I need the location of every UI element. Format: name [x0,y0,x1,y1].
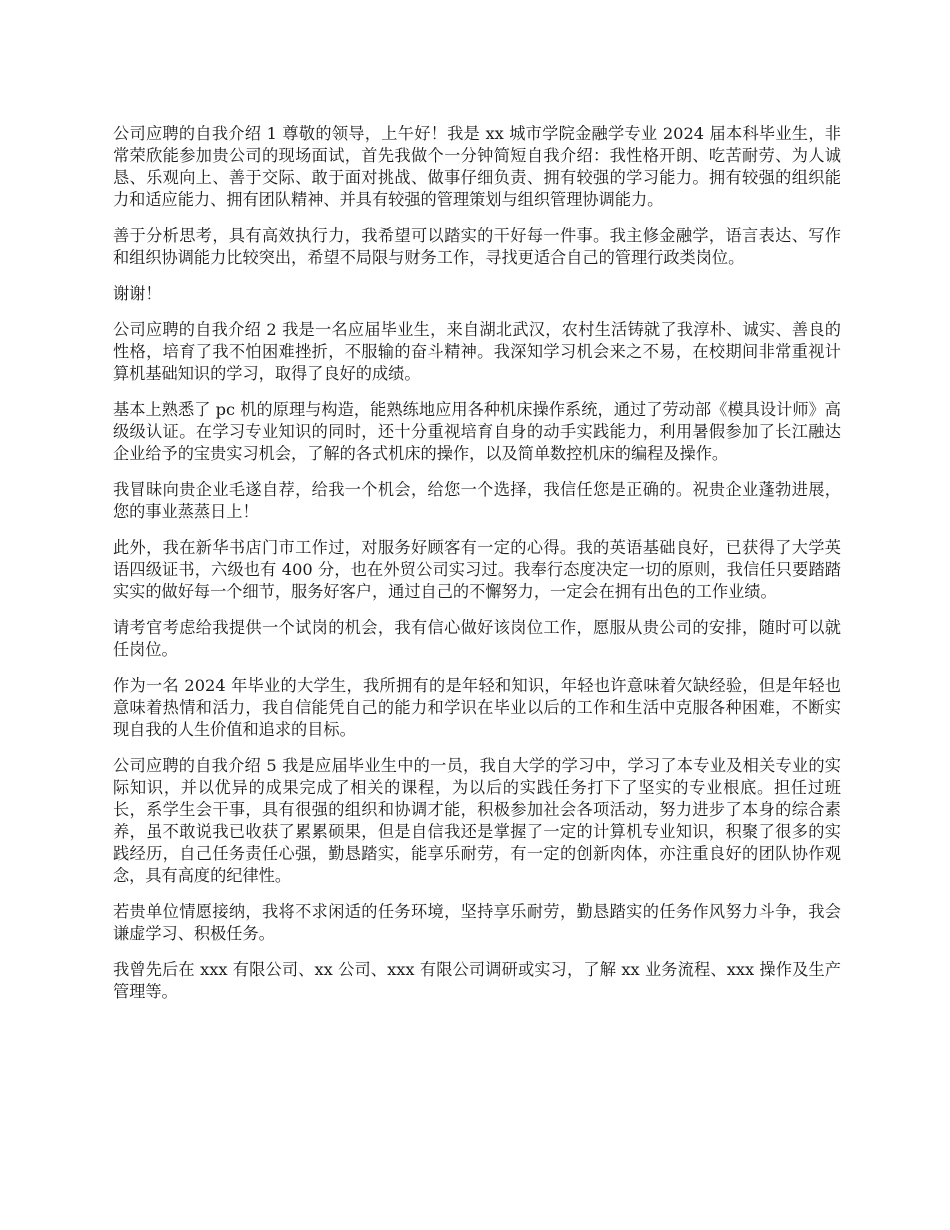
paragraph-intro-2: 公司应聘的自我介绍 2 我是一名应届毕业生，来自湖北武汉，农村生活铸就了我淳朴、诚实、善良的性格，培育了我不怕困难挫折，不服输的奋斗精神。我深知学习机会来之不易，在校期间非常重视计算机基础知识的学习，取得了良好的成绩。 [113,320,841,383]
paragraph-pc-skills: 基本上熟悉了 pc 机的原理与构造，能熟练地应用各种机床操作系统，通过了劳动部《模具设计师》高级级认证。在学习专业知识的同时，还十分重视培育自身的动手实践能力，利用暑假参加了长江融达企业给予的宝贵实习机会，了解的各式机床的操作，以及简单数控机床的编程及操作。 [113,400,841,463]
paragraph-internships: 我曾先后在 xxx 有限公司、xx 公司、xxx 有限公司调研或实习，了解 xx 业务流程、xxx 操作及生产管理等。 [113,960,841,1001]
paragraph-graduate-2024: 作为一名 2024 年毕业的大学生，我所拥有的是年轻和知识，年轻也许意味着欠缺经验，但是年轻也意味着热情和活力，我自信能凭自己的能力和学识在毕业以后的工作和生活中克服各种困难，不断实现自我的人生价值和追求的目标。 [113,676,841,739]
paragraph-thanks: 谢谢！ [113,284,162,303]
document-body [113,123,841,1017]
paragraph-self-recommend: 我冒昧向贵企业毛遂自荐，给我一个机会，给您一个选择，我信任您是正确的。祝贵企业蓬勃进展，您的事业蒸蒸日上！ [113,480,841,521]
paragraph-accept: 若贵单位情愿接纳，我将不求闲适的任务环境，坚持享乐耐劳，勤恳踏实的任务作风努力斗争，我会谦虚学习、积极任务。 [113,902,841,943]
paragraph-bookstore: 此外，我在新华书店门市工作过，对服务好顾客有一定的心得。我的英语基础良好，已获得了大学英语四级证书，六级也有 400 分，也在外贸公司实习过。我奉行态度决定一切的原则，我信任只要踏踏实实的做好每一个细节，服务好客户，通过自己的不懈努力，一定会在拥有出色的工作业绩。 [113,538,841,601]
paragraph-trial-request: 请考官考虑给我提供一个试岗的机会，我有信心做好该岗位工作，愿服从贵公司的安排，随时可以就任岗位。 [113,618,841,659]
paragraph-intro-1: 公司应聘的自我介绍 1 尊敬的领导，上午好！我是 xx 城市学院金融学专业 2024 届本科毕业生，非常荣欣能参加贵公司的现场面试，首先我做个一分钟简短自我介绍：我性格开朗、吃苦耐劳、为人诚恳、乐观向上、善于交际、敢于面对挑战、做事仔细负责、拥有较强的学习能力。拥有较强的组织能力和适应能力、拥有团队精神、并具有较强的管理策划与组织管理协调能力。 [113,124,841,209]
paragraph-analysis: 善于分析思考，具有高效执行力，我希望可以踏实的干好每一件事。我主修金融学，语言表达、写作和组织协调能力比较突出，希望不局限与财务工作，寻找更适合自己的管理行政类岗位。 [113,226,841,267]
paragraph-intro-5: 公司应聘的自我介绍 5 我是应届毕业生中的一员，我自大学的学习中，学习了本专业及相关专业的实际知识，并以优异的成果完成了相关的课程，为以后的实践任务打下了坚实的专业根底。担任过班长，系学生会干事，具有很强的组织和协调才能，积极参加社会各项活动，努力进步了本身的综合素养，虽不敢说我已收获了累累硕果，但是自信我还是掌握了一定的计算机专业知识，积聚了很多的实践经历，自己任务责任心强，勤恳踏实，能享乐耐劳，有一定的创新肉体，亦注重良好的团队协作观念，具有高度的纪律性。 [113,756,841,885]
